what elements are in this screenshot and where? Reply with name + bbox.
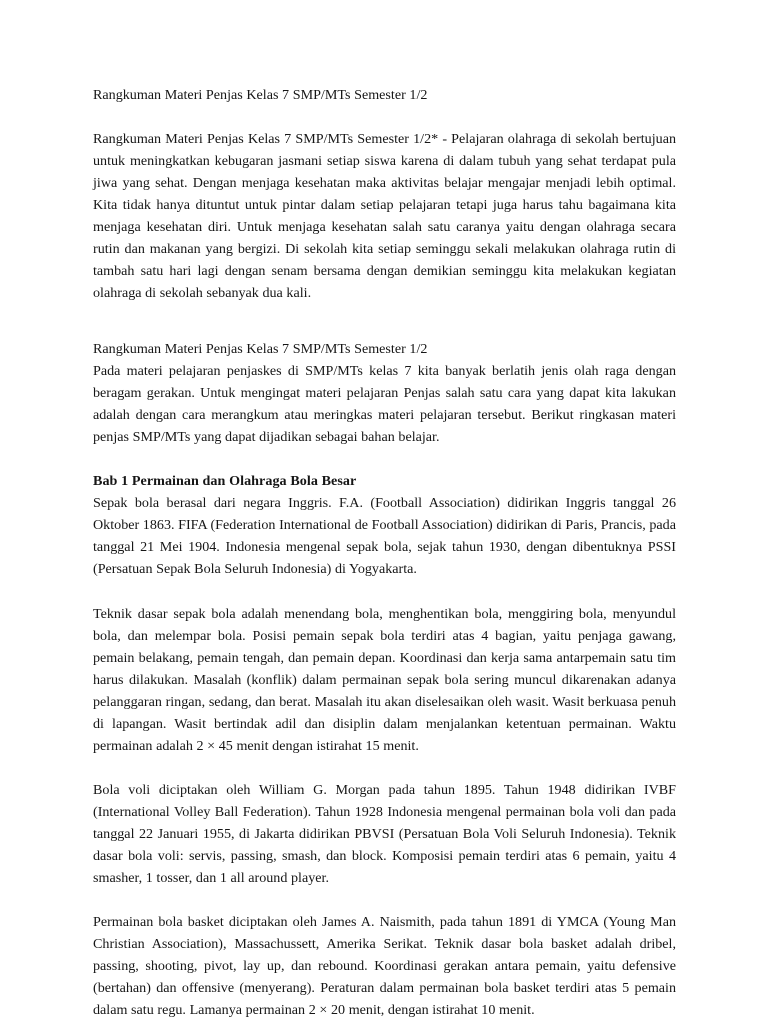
document-title-line: Rangkuman Materi Penjas Kelas 7 SMP/MTs Semester 1/2 bbox=[93, 87, 428, 103]
spacer-after-title bbox=[93, 106, 676, 128]
chapter-heading: Bab 1 Permainan dan Olahraga Bola Besar bbox=[93, 473, 357, 490]
document-body bbox=[93, 84, 676, 1021]
spacer-before-second-heading bbox=[93, 304, 676, 338]
chapter-paragraph-1: Sepak bola berasal dari negara Inggris. F.A. (Football Association) didirikan Inggris tanggal 26 Oktober 1863. FIFA (Federation International de Football Association) didirikan di Paris, Prancis, pada tanggal 21 Mei 1904. Indonesia mengenal sepak bola, sejak tahun 1930, dengan dibentuknya PSSI (Persatuan Sepak Bola Seluruh Indonesia) di Yogyakarta. bbox=[93, 495, 676, 578]
chapter-paragraph-4: Permainan bola basket diciptakan oleh James A. Naismith, pada tahun 1891 di YMCA (Young Man Christian Association), Massachussett, Amerika Serikat. Teknik dasar bola basket adalah dribel, passing, shooting, pivot, lay up, dan rebound. Koordinasi gerakan antara pemain, yaitu defensive (bertahan) dan offensive (menyerang). Peraturan dalam permainan bola basket terdiri atas 5 pemain dalam satu regu. Lamanya permainan 2 × 20 menit, dengan istirahat 10 menit. bbox=[93, 914, 676, 1019]
second-paragraph: Pada materi pelajaran penjaskes di SMP/MTs kelas 7 kita banyak berlatih jenis olah raga dengan beragam gerakan. Untuk mengingat materi pelajaran Penjas salah satu cara yang dapat kita lakukan adalah dengan cara merangkum atau meringkas materi pelajaran tersebut. Berikut ringkasan materi penjas SMP/MTs yang dapat dijadikan sebagai bahan belajar. bbox=[93, 363, 676, 446]
spacer-para-1-2 bbox=[93, 580, 676, 602]
chapter-paragraph-3: Bola voli diciptakan oleh William G. Morgan pada tahun 1895. Tahun 1948 didirikan IVBF (International Volley Ball Federation). Tahun 1928 Indonesia mengenal permainan bola voli dan pada tanggal 22 Januari 1955, di Jakarta didirikan PBVSI (Persatuan Bola Voli Seluruh Indonesia). Teknik dasar bola voli: servis, passing, smash, dan block. Komposisi pemain terdiri atas 6 pemain, yaitu 4 smasher, 1 tosser, dan 1 all around player. bbox=[93, 781, 676, 887]
spacer-para-3-4 bbox=[93, 889, 676, 911]
chapter-paragraph-2: Teknik dasar sepak bola adalah menendang bola, menghentikan bola, menggiring bola, menyundul bola, dan melempar bola. Posisi pemain sepak bola terdiri atas 4 bagian, yaitu penjaga gawang, pemain belakang, pemain tengah, dan pemain depan. Koordinasi dan kerja sama antarpemain satu tim harus dilakukan. Masalah (konflik) dalam permainan sepak bola sering muncul dikarenakan adanya pelanggaran ringan, sedang, dan berat. Masalah itu akan diselesaikan oleh wasit. Wasit berkuasa penuh di lapangan. Wasit bertindak adil dan disiplin dalam menjalankan ketentuan permainan. Waktu permainan adalah 2 × 45 menit dengan istirahat 15 menit. bbox=[93, 605, 676, 754]
intro-paragraph: Rangkuman Materi Penjas Kelas 7 SMP/MTs Semester 1/2* - Pelajaran olahraga di sekolah bertujuan untuk meningkatkan kebugaran jasmani setiap siswa karena di dalam tubuh yang sehat terdapat pula jiwa yang sehat. Dengan menjaga kesehatan maka aktivitas belajar mengajar menjadi lebih optimal. Kita tidak hanya dituntut untuk pintar dalam setiap pelajaran tetapi juga harus tahu bagaimana kita menjaga kesehatan diri. Untuk menjaga kesehatan salah satu caranya yaitu dengan olahraga secara rutin dan makanan yang bergizi. Di sekolah kita setiap seminggu sekali melakukan olahraga rutin di tambah satu hari lagi dengan senam bersama dengan demikian seminggu kita melakukan kegiatan olahraga di sekolah sebanyak dua kali. bbox=[93, 131, 676, 302]
spacer-before-chapter-heading bbox=[93, 448, 676, 470]
second-heading: Rangkuman Materi Penjas Kelas 7 SMP/MTs Semester 1/2 bbox=[93, 340, 428, 357]
spacer-para-2-3 bbox=[93, 757, 676, 779]
